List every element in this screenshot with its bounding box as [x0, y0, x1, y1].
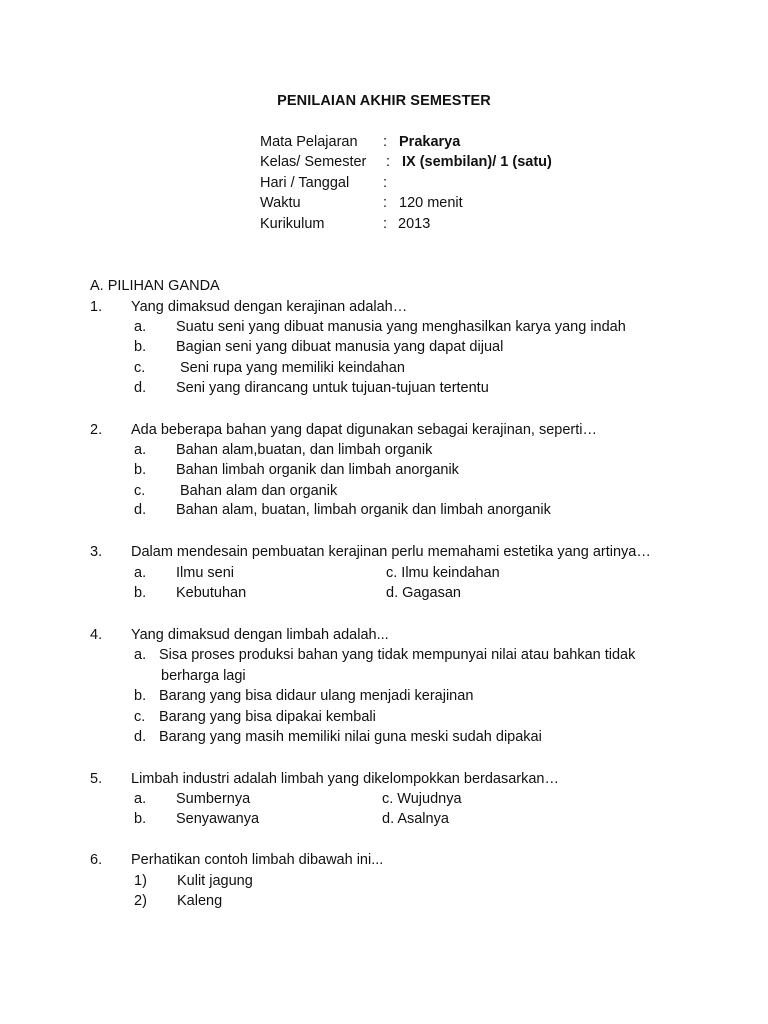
section-heading: A. PILIHAN GANDA [90, 278, 220, 294]
question-number: 3. [90, 544, 103, 560]
question-number: 6. [90, 852, 103, 868]
option-text: Sisa proses produksi bahan yang tidak mempunyai nilai atau bahkan tidak [159, 647, 636, 663]
info-value-curriculum: 2013 [398, 216, 431, 232]
option-text: Barang yang bisa dipakai kembali [159, 709, 376, 725]
option-text: Bahan limbah organik dan limbah anorganik [176, 462, 459, 478]
page-title: PENILAIAN AKHIR SEMESTER [277, 93, 491, 109]
info-colon: : [383, 134, 388, 150]
option-text: Barang yang bisa didaur ulang menjadi kerajinan [159, 688, 474, 704]
option-text: c. Ilmu keindahan [386, 565, 500, 581]
option-letter: a. [134, 442, 147, 458]
option-letter: a. [134, 319, 147, 335]
info-label-subject: Mata Pelajaran [260, 134, 358, 150]
info-label-date: Hari / Tanggal [260, 175, 350, 191]
info-label-class: Kelas/ Semester [260, 154, 367, 170]
question-text: Yang dimaksud dengan kerajinan adalah… [131, 299, 408, 315]
option-letter: c. [134, 360, 146, 376]
option-text: Bahan alam, buatan, limbah organik dan limbah anorganik [176, 502, 551, 518]
option-text: Sumbernya [176, 791, 251, 807]
question-text: Ada beberapa bahan yang dapat digunakan sebagai kerajinan, seperti… [131, 422, 597, 438]
option-letter: d. [134, 729, 147, 745]
option-letter: b. [134, 688, 147, 704]
option-text: d. Asalnya [382, 811, 449, 827]
option-letter: 2) [134, 893, 147, 909]
option-text: Seni rupa yang memiliki keindahan [180, 360, 405, 376]
info-colon: : [383, 216, 388, 232]
info-value-subject: Prakarya [399, 134, 461, 150]
option-text: Kulit jagung [177, 873, 253, 889]
option-text: Barang yang masih memiliki nilai guna meski sudah dipakai [159, 729, 542, 745]
option-letter: a. [134, 565, 147, 581]
option-letter: 1) [134, 873, 147, 889]
option-text: berharga lagi [161, 668, 246, 684]
option-letter: b. [134, 585, 147, 601]
option-letter: c. [134, 709, 146, 725]
option-text: Kebutuhan [176, 585, 247, 601]
info-label-curriculum: Kurikulum [260, 216, 325, 232]
option-letter: d. [134, 502, 147, 518]
option-letter: a. [134, 791, 147, 807]
option-text: Ilmu seni [176, 565, 235, 581]
info-colon: : [386, 154, 391, 170]
option-letter: a. [134, 647, 147, 663]
option-text: Suatu seni yang dibuat manusia yang menghasilkan karya yang indah [176, 319, 626, 335]
question-text: Limbah industri adalah limbah yang dikelompokkan berdasarkan… [131, 771, 559, 787]
option-letter: d. [134, 380, 147, 396]
info-value-time: 120 menit [399, 195, 463, 211]
question-number: 1. [90, 299, 103, 315]
option-text: Kaleng [177, 893, 223, 909]
option-text: Senyawanya [176, 811, 260, 827]
option-text: c. Wujudnya [382, 791, 462, 807]
question-number: 2. [90, 422, 103, 438]
option-letter: c. [134, 483, 146, 499]
option-text: Bagian seni yang dibuat manusia yang dapat dijual [176, 339, 504, 355]
option-letter: b. [134, 462, 147, 478]
question-text: Yang dimaksud dengan limbah adalah... [131, 627, 389, 643]
info-colon: : [383, 175, 388, 191]
option-text: d. Gagasan [386, 585, 461, 601]
option-text: Bahan alam,buatan, dan limbah organik [176, 442, 433, 458]
question-text: Dalam mendesain pembuatan kerajinan perlu memahami estetika yang artinya… [131, 544, 651, 560]
question-number: 4. [90, 627, 103, 643]
question-number: 5. [90, 771, 103, 787]
option-text: Bahan alam dan organik [180, 483, 338, 499]
option-letter: b. [134, 339, 147, 355]
question-text: Perhatikan contoh limbah dibawah ini... [131, 852, 384, 868]
info-colon: : [383, 195, 388, 211]
info-label-time: Waktu [260, 195, 301, 211]
option-text: Seni yang dirancang untuk tujuan-tujuan tertentu [176, 380, 489, 396]
option-letter: b. [134, 811, 147, 827]
info-value-class: IX (sembilan)/ 1 (satu) [402, 154, 552, 170]
